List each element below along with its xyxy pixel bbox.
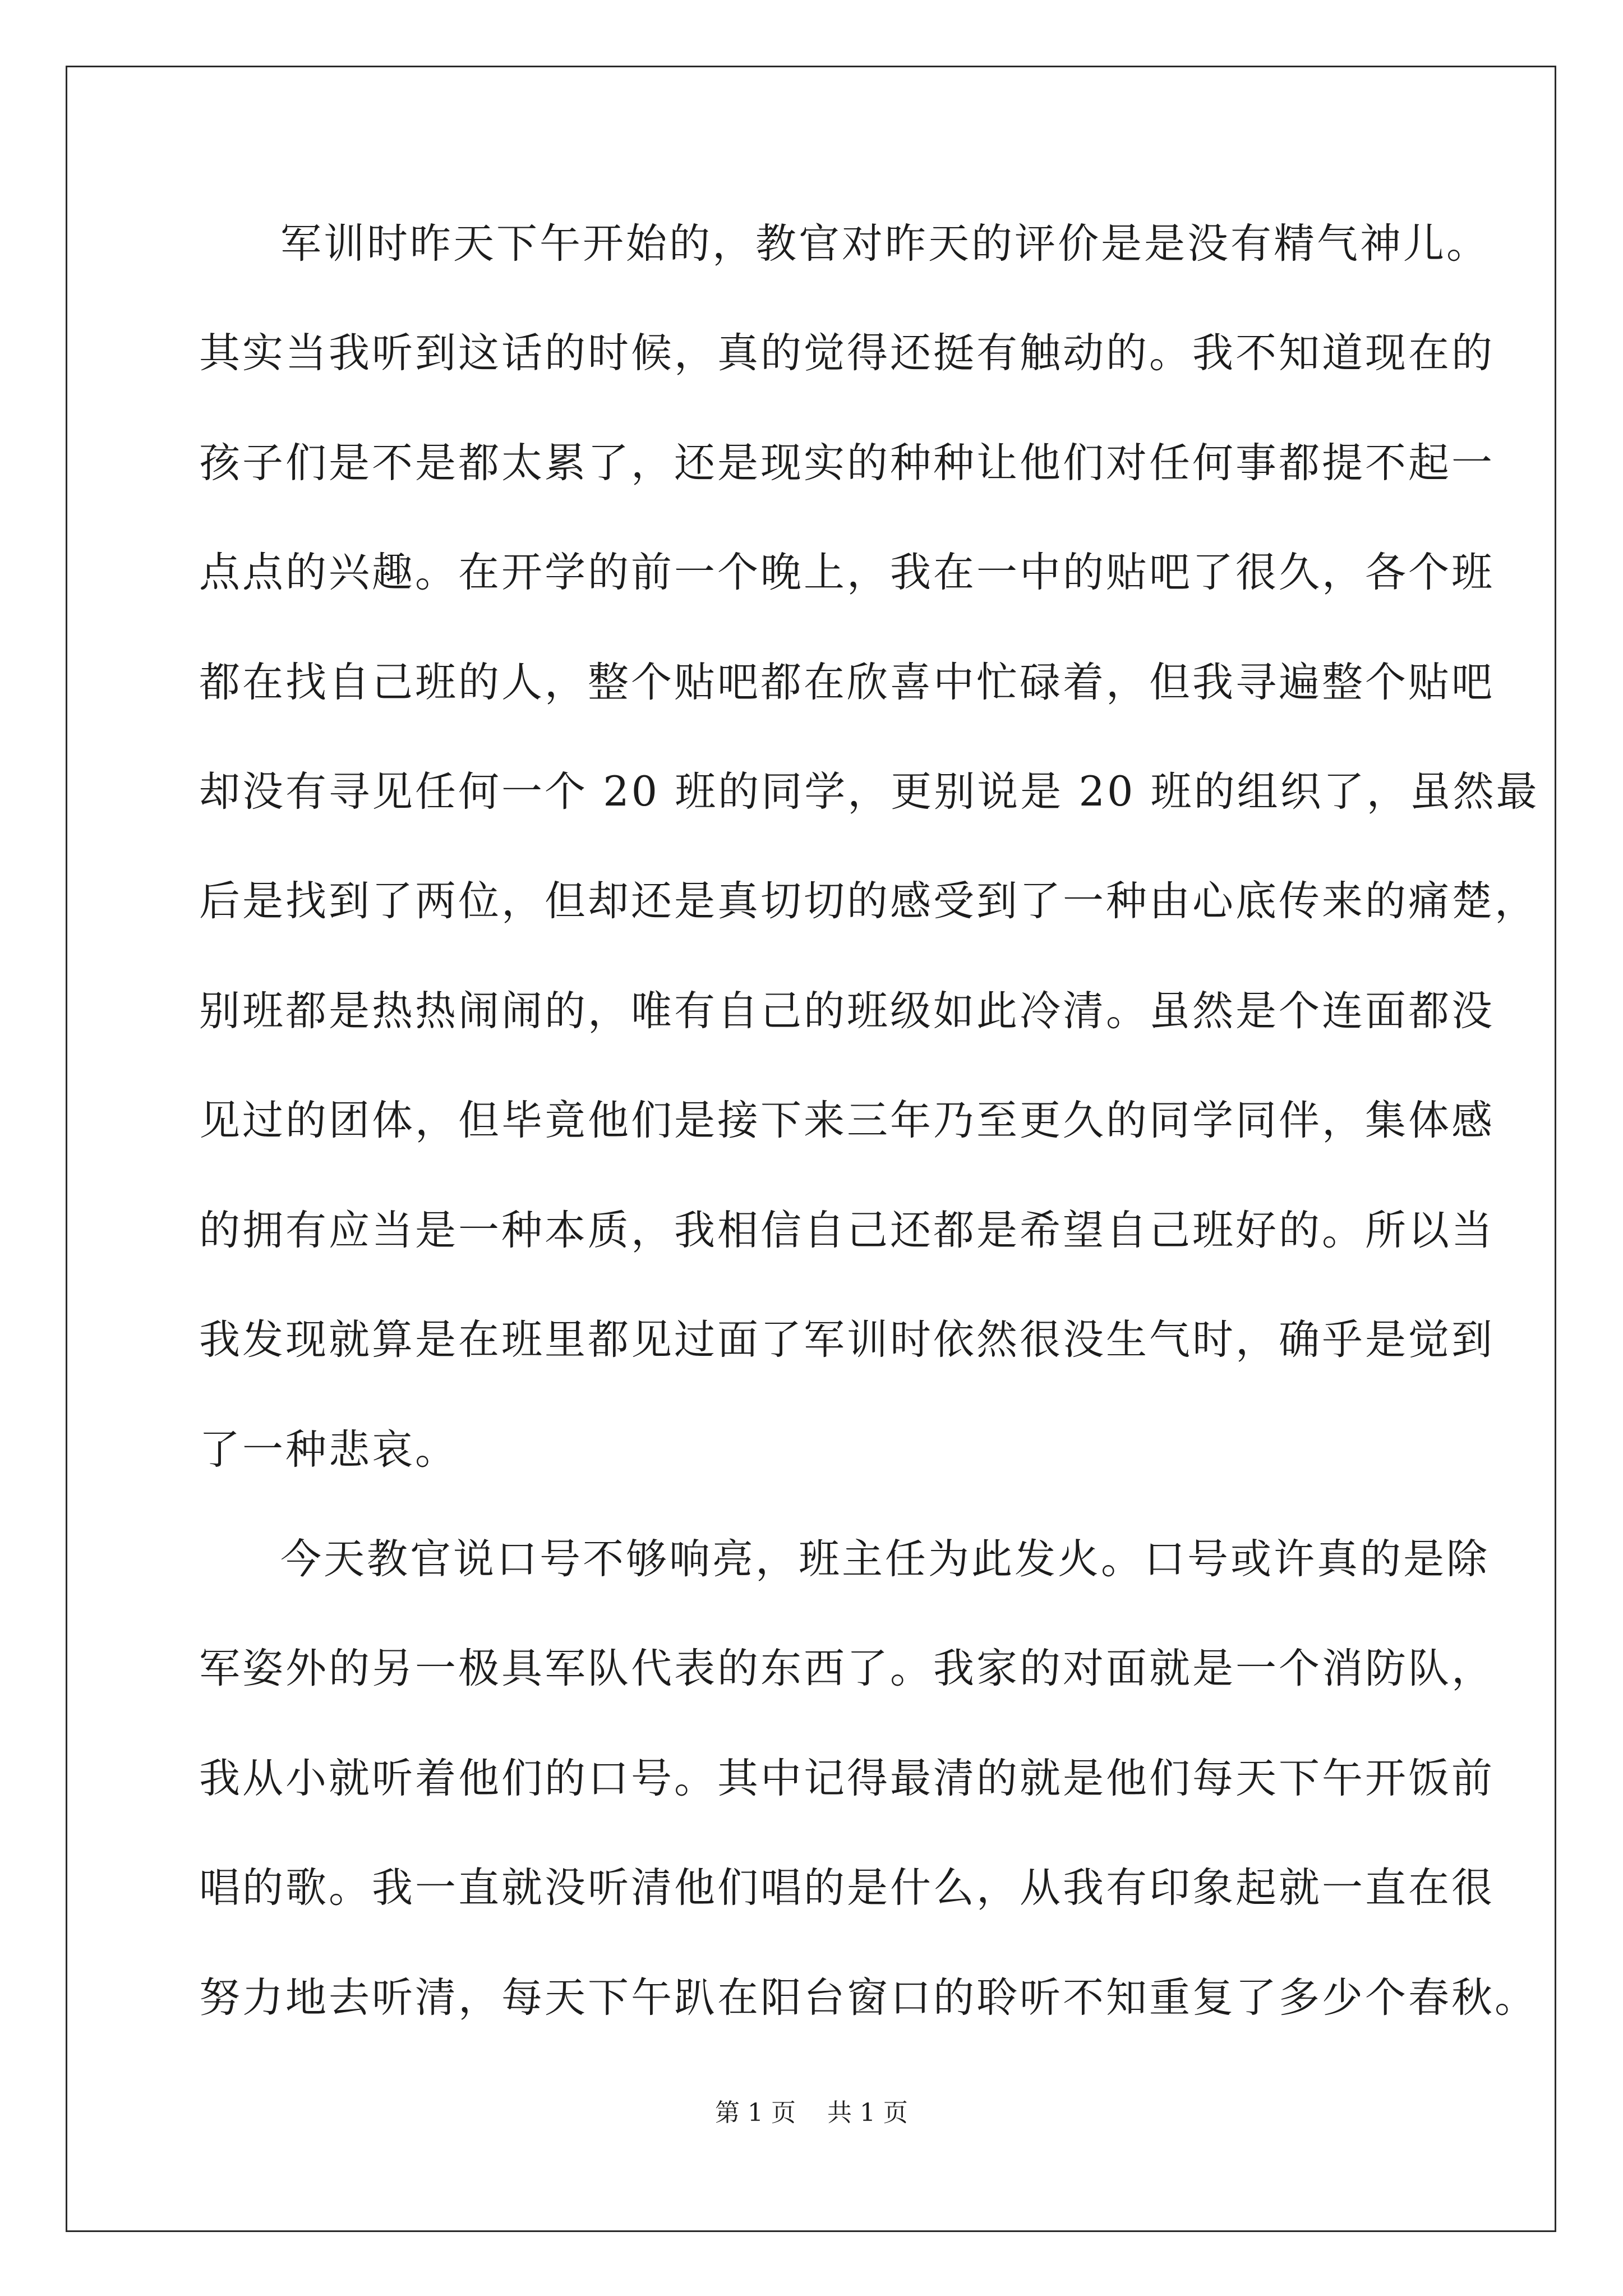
- text-line: 却没有寻见任何一个 20 班的同学，更别说是 20 班的组织了，虽然最: [199, 768, 1539, 816]
- text-line: 了一种悲哀。: [199, 1426, 458, 1474]
- text-line: 我发现就算是在班里都见过面了军训时依然很没生气时，确乎是觉到: [199, 1316, 1495, 1364]
- text-line: 我从小就听着他们的口号。其中记得最清的就是他们每天下午开饭前: [199, 1755, 1495, 1802]
- text-line: 军姿外的另一极具军队代表的东西了。我家的对面就是一个消防队，: [199, 1645, 1495, 1692]
- text-line: 后是找到了两位，但却还是真切切的感受到了一种由心底传来的痛楚，: [199, 877, 1538, 925]
- text-line: 的拥有应当是一种本质，我相信自己还都是希望自己班好的。所以当: [199, 1207, 1495, 1254]
- text-line: 其实当我听到这话的时候，真的觉得还挺有触动的。我不知道现在的: [199, 329, 1495, 377]
- page-number-footer: 第 1 页 共 1 页: [715, 2099, 908, 2127]
- text-line: 都在找自己班的人，整个贴吧都在欣喜中忙碌着，但我寻遍整个贴吧: [199, 659, 1495, 706]
- text-line: 唱的歌。我一直就没听清他们唱的是什么，从我有印象起就一直在很: [199, 1864, 1495, 1912]
- text-line: 努力地去听清，每天下午趴在阳台窗口的聆听不知重复了多少个春秋。: [199, 1974, 1538, 2022]
- text-line: 今天教官说口号不够响亮，班主任为此发火。口号或许真的是除: [280, 1535, 1490, 1583]
- text-line: 孩子们是不是都太累了，还是现实的种种让他们对任何事都提不起一: [199, 439, 1495, 487]
- text-line: 军训时昨天下午开始的，教官对昨天的评价是是没有精气神儿。: [280, 220, 1490, 268]
- text-line: 别班都是热热闹闹的，唯有自己的班级如此冷清。虽然是个连面都没: [199, 987, 1495, 1035]
- text-line: 点点的兴趣。在开学的前一个晚上，我在一中的贴吧了很久，各个班: [199, 549, 1495, 596]
- text-line: 见过的团体，但毕竟他们是接下来三年乃至更久的同学同伴，集体感: [199, 1097, 1495, 1144]
